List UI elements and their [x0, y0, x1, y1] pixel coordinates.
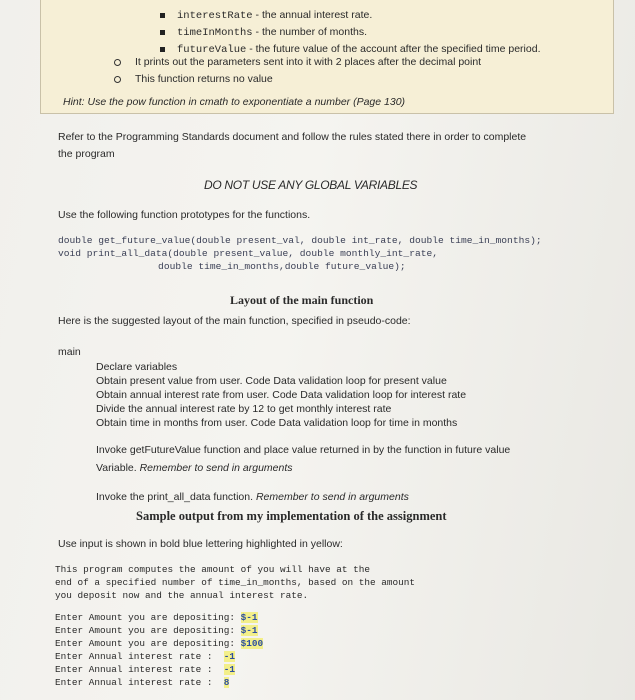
square-bullet-icon [160, 13, 165, 18]
bullet-future-value: futureValue - the future value of the account after the specified time period. [160, 43, 540, 56]
hint-text: Hint: Use the pow function in cmath to exponentiate a number (Page 130) [63, 96, 406, 108]
pseudo-step: Obtain annual interest rate from user. Code Data validation loop for interest rate [96, 389, 467, 401]
sample-line: Enter Annual interest rate : -1 [55, 664, 236, 675]
standards-note: Refer to the Programming Standards document and follow the rules stated there in order to complete [58, 131, 527, 143]
invoke-future-value-cont: Variable. Remember to send in arguments [96, 462, 293, 474]
square-bullet-icon [160, 47, 165, 52]
bullet-time-in-months: timeInMonths - the number of months. [160, 26, 367, 39]
pseudo-step: Obtain present value from user. Code Data validation loop for present value [96, 375, 447, 387]
invoke-future-value: Invoke getFutureValue function and place value returned in by the function in future value [96, 444, 511, 456]
square-bullet-icon [160, 30, 165, 35]
globals-warning: DO NOT USE ANY GLOBAL VARIABLES [204, 178, 418, 192]
subpoint-returns: This function returns no value [114, 73, 273, 85]
prototype-line: void print_all_data(double present_value, double monthly_int_rate, [58, 248, 438, 259]
pseudo-step: Declare variables [96, 361, 178, 373]
prototype-line: double time_in_months,double future_value); [112, 261, 406, 272]
sample-line: Enter Annual interest rate : 8 [55, 677, 230, 688]
prototype-line: double get_future_value(double present_val, double int_rate, double time_in_months); [58, 235, 542, 246]
circle-bullet-icon [114, 76, 121, 83]
standards-note-cont: the program [58, 148, 115, 160]
sample-line: Enter Amount you are depositing: $-1 [55, 625, 258, 636]
sample-heading: Sample output from my implementation of the assignment [136, 509, 447, 523]
main-label: main [58, 346, 81, 358]
circle-bullet-icon [114, 59, 121, 66]
pseudo-step: Obtain time in months from user. Code Data validation loop for time in months [96, 417, 458, 429]
bullet-interest-rate: interestRate - the annual interest rate. [160, 9, 372, 22]
sample-intro: Use input is shown in bold blue lettering highlighted in yellow: [58, 538, 343, 550]
sample-line: Enter Amount you are depositing: $100 [55, 638, 264, 649]
subpoint-prints: It prints out the parameters sent into it with 2 places after the decimal point [114, 56, 481, 68]
layout-intro: Here is the suggested layout of the main function, specified in pseudo-code: [58, 315, 411, 327]
sample-line: Enter Annual interest rate : -1 [55, 651, 236, 662]
program-intro-line: end of a specified number of time_in_months, based on the amount [55, 577, 416, 588]
program-intro-line: This program computes the amount of you will have at the [55, 564, 371, 575]
invoke-print-all-data: Invoke the print_all_data function. Remember to send in arguments [96, 491, 409, 503]
program-intro-line: you deposit now and the annual interest rate. [55, 590, 309, 601]
layout-heading: Layout of the main function [230, 293, 374, 307]
prototypes-intro: Use the following function prototypes for the functions. [58, 209, 311, 221]
pseudo-step: Divide the annual interest rate by 12 to get monthly interest rate [96, 403, 392, 415]
sample-line: Enter Amount you are depositing: $-1 [55, 612, 258, 623]
